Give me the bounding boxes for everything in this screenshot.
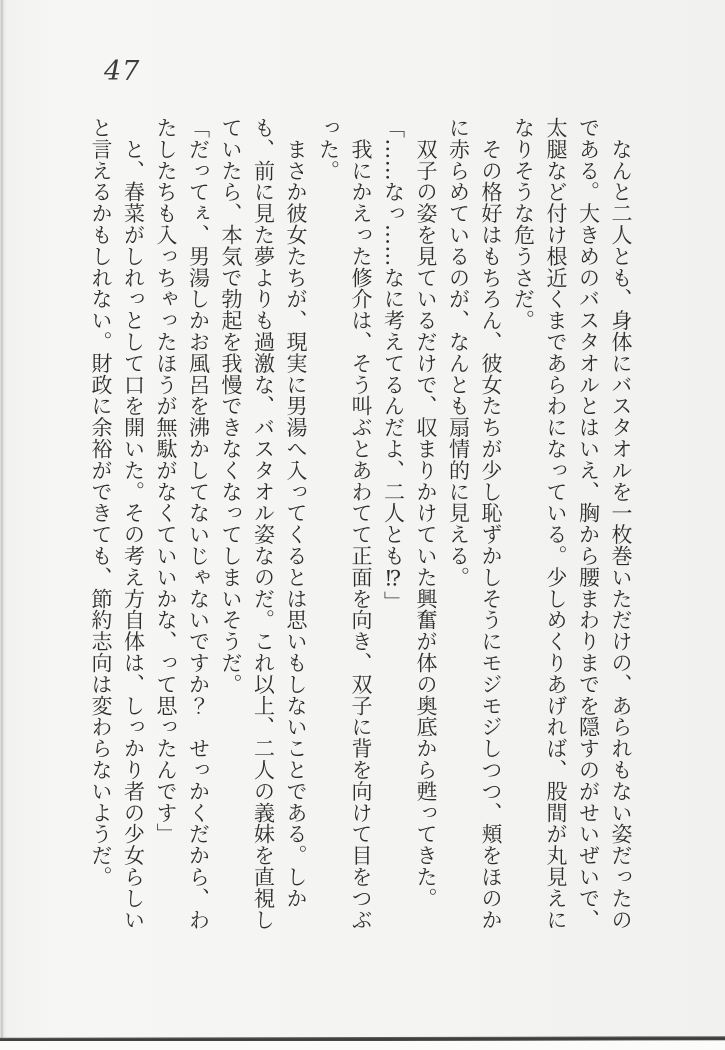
body-text [85, 117, 638, 939]
scan-edge-line [1, 0, 3, 1050]
paragraph: なんと二人とも、身体にバスタオルを一枚巻いただけの、あられもない姿だったのである。大きめのバスタオルとはいえ、胸から腰まわりまでを隠すのがせいぜいで、太腿など付け根近くまであらわになっている。少しめくりあげれば、股間が丸見えになりそうな危うさだ。 [511, 117, 633, 931]
paragraph: まさか彼女たちが、現実に男湯へ入ってくるとは思いもしないことである。しかも、前に見た夢よりも過激な、バスタオル姿なのだ。これ以上、二人の義妹を直視していたら、本気で勃起を我慢できなくなってしまいそうだ。 [219, 117, 308, 931]
paragraph: 「……なっ……なに考えてるんだよ、二人とも⁉」 [381, 117, 406, 613]
page-bottom-margin [0, 1041, 725, 1050]
paragraph: 「だってぇ、男湯しかお風呂を沸かしてないじゃないですか？ せっかくだから、わたしたちも入っちゃったほうが無駄がなくていいかな、って思ったんです」 [154, 117, 211, 931]
page-number: 47 [104, 56, 141, 87]
paragraph: 双子の姿を見ているだけで、収まりかけていた興奮が体の奥底から甦ってきた。 [414, 117, 438, 909]
paragraph: と、春菜がしれっとして口を開いた。その考え方自体は、しっかり者の少女らしいと言えるかもしれない。財政に余裕ができても、節約志向は変わらないようだ。 [89, 117, 146, 931]
paragraph: 我にかえった修介は、そう叫ぶとあわてて正面を向き、双子に背を向けて目をつぶった。 [316, 117, 373, 931]
paragraph: その格好はもちろん、彼女たちが少し恥ずかしそうにモジモジしつつ、頬をほのかに赤らめているのが、なんとも扇情的に見える。 [446, 117, 503, 931]
